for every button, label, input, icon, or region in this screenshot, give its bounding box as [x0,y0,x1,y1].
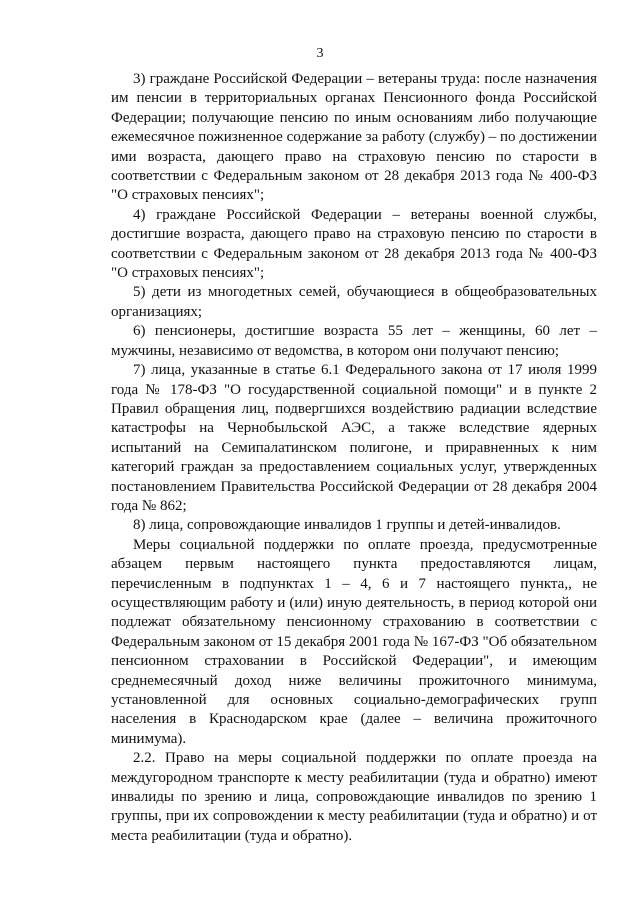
page-number: 3 [316,46,324,61]
paragraph-item-5-large-families: 5) дети из многодетных семей, обучающиеся в общеобразовательных организациях; [111,284,597,320]
paragraph-item-3-labor-veterans: 3) граждане Российской Федерации – ветераны труда: после назначения им пенсии в территориальных органах Пенсионного фонда Российской Федерации; получающие пенсию по иным основаниям либо получающие ежемесячное пожизненное содержание за работу (службу) – по достижении ими возраста, дающего право на страховую пенсию по старости в соответствии с Федеральным законом от 28 декабря 2013 года № 400-ФЗ "О страховых пенсиях"; [111,71,597,204]
paragraph-item-8-escorts: 8) лица, сопровождающие инвалидов 1 группы и детей-инвалидов. [133,517,561,534]
paragraph-item-6-pensioners: 6) пенсионеры, достигшие возраста 55 лет – женщины, 60 лет – мужчины, независимо от ведомства, в котором они получают пенсию; [111,323,597,359]
paragraph-item-7-radiation-victims: 7) лица, указанные в статье 6.1 Федерального закона от 17 июля 1999 года № 178-ФЗ "О государственной социальной помощи" и в пункте 2 Правил обращения лиц, подвергшихся воздействию радиации вследствие катастрофы на Чернобыльской АЭС, а также вследствие ядерных испытаний на Семипалатинском полигоне, и приравненных к ним категорий граждан за предоставлением социальных услуг, утвержденных постановлением Правительства Российской Федерации от 28 декабря 2004 года № 862; [111,362,597,514]
paragraph-section-2-2: 2.2. Право на меры социальной поддержки по оплате проезда на междугородном транспорте к месту реабилитации (туда и обратно) имеют инвалиды по зрению и лица, сопровождающие инвалидов по зрению 1 группы, при их сопровождении к месту реабилитации (туда и обратно) и от места реабилитации (туда и обратно). [111,750,597,844]
paragraph-item-4-military-veterans: 4) граждане Российской Федерации – ветераны военной службы, достигшие возраста, дающего право на страховую пенсию по старости в соответствии с Федеральным законом от 28 декабря 2013 года № 400-ФЗ "О страховых пенсиях"; [111,206,597,282]
paragraph-support-conditions: Меры социальной поддержки по оплате проезда, предусмотренные абзацем первым настоящего пункта предоставляются лицам, перечисленным в подпунктах 1 – 4, 6 и 7 настоящего пункта,, не осуществляющим работу и (или) иную деятельность, в период которой они подлежат обязательному пенсионному страхованию в соответствии с Федеральным законом от 15 декабря 2001 года № 167-ФЗ "Об обязательном пенсионном страховании в Российской Федерации", и имеющим среднемесячный доход ниже величины прожиточного минимума, установленной для основных социально-демографических групп населения в Краснодарском крае (далее – величина прожиточного минимума). [111,536,597,747]
document-body [111,70,597,846]
